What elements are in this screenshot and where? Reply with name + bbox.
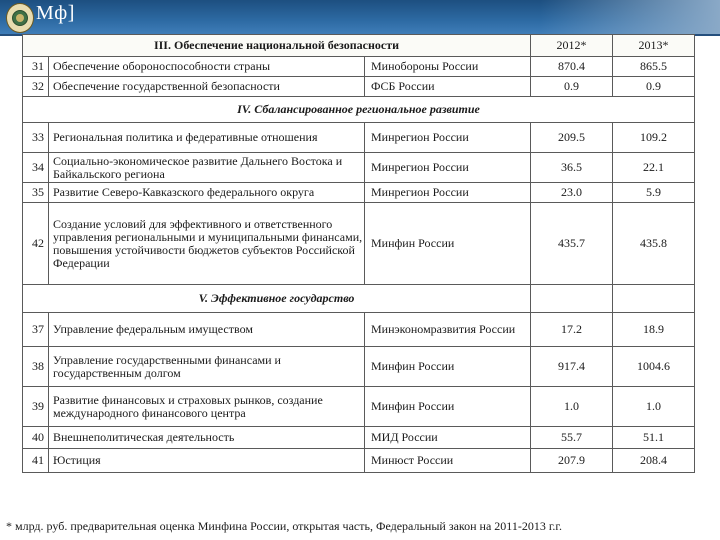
value-2012: 17.2 <box>531 313 613 347</box>
table-row <box>23 57 695 77</box>
row-number: 33 <box>23 123 49 153</box>
program-name: Развитие финансовых и страховых рынков, создание международного финансового центра <box>49 387 365 427</box>
value-2013: 435.8 <box>613 203 695 285</box>
agency-name: Минобороны России <box>365 57 531 77</box>
section-title-v: V. Эффективное государство <box>23 285 531 313</box>
program-name: Создание условий для эффективного и ответственного управления региональными и муниципальными финансами, повышения устойчивости бюджетов субъектов Российской Федерации <box>49 203 365 285</box>
value-2012: 23.0 <box>531 183 613 203</box>
row-number: 31 <box>23 57 49 77</box>
program-name: Юстиция <box>49 449 365 473</box>
value-2012: 1.0 <box>531 387 613 427</box>
table-row <box>23 153 695 183</box>
value-2012: 917.4 <box>531 347 613 387</box>
section-header-row <box>23 285 695 313</box>
value-2012: 55.7 <box>531 427 613 449</box>
program-name: Управление федеральным имуществом <box>49 313 365 347</box>
section-title-iii: III. Обеспечение национальной безопасности <box>23 35 531 57</box>
row-number: 39 <box>23 387 49 427</box>
value-2013: 865.5 <box>613 57 695 77</box>
footnote: * млрд. руб. предварительная оценка Минфина России, открытая часть, Федеральный закон на 2011-2013 г.г. <box>6 519 562 533</box>
row-number: 38 <box>23 347 49 387</box>
row-number: 37 <box>23 313 49 347</box>
row-number: 34 <box>23 153 49 183</box>
program-name: Управление государственными финансами и государственным долгом <box>49 347 365 387</box>
program-name: Внешнеполитическая деятельность <box>49 427 365 449</box>
year-2013-header: 2013* <box>613 35 695 57</box>
value-2013: 0.9 <box>613 77 695 97</box>
value-2012: 870.4 <box>531 57 613 77</box>
value-2013: 51.1 <box>613 427 695 449</box>
value-2012: 0.9 <box>531 77 613 97</box>
program-name: Обеспечение обороноспособности страны <box>49 57 365 77</box>
value-2013: 109.2 <box>613 123 695 153</box>
agency-name: Минфин России <box>365 347 531 387</box>
agency-name: ФСБ России <box>365 77 531 97</box>
value-2012: 36.5 <box>531 153 613 183</box>
agency-name: МИД России <box>365 427 531 449</box>
section-title-iv: IV. Сбалансированное региональное развитие <box>23 97 695 123</box>
table-row <box>23 347 695 387</box>
row-number: 35 <box>23 183 49 203</box>
value-2012: 209.5 <box>531 123 613 153</box>
agency-name: Минэкономразвития России <box>365 313 531 347</box>
brand-title: Мф] <box>36 2 75 24</box>
top-bar <box>0 0 720 34</box>
agency-name: Минюст России <box>365 449 531 473</box>
agency-name: Минрегион России <box>365 123 531 153</box>
table-row <box>23 77 695 97</box>
agency-name: Минрегион России <box>365 183 531 203</box>
value-2013: 22.1 <box>613 153 695 183</box>
budget-table <box>22 34 695 473</box>
program-name: Развитие Северо-Кавказского федерального округа <box>49 183 365 203</box>
table-row <box>23 313 695 347</box>
value-2013: 5.9 <box>613 183 695 203</box>
value-2013: 1004.6 <box>613 347 695 387</box>
row-number: 40 <box>23 427 49 449</box>
program-name: Социально-экономическое развитие Дальнего Востока и Байкальского региона <box>49 153 365 183</box>
value-2013: 208.4 <box>613 449 695 473</box>
empty-cell <box>531 285 613 313</box>
row-number: 42 <box>23 203 49 285</box>
row-number: 32 <box>23 77 49 97</box>
program-name: Обеспечение государственной безопасности <box>49 77 365 97</box>
table-row <box>23 449 695 473</box>
top-bar-gradient <box>540 0 720 34</box>
table-header-row <box>23 35 695 57</box>
year-2012-header: 2012* <box>531 35 613 57</box>
ministry-emblem-icon <box>6 3 34 33</box>
empty-cell <box>613 285 695 313</box>
value-2013: 18.9 <box>613 313 695 347</box>
value-2013: 1.0 <box>613 387 695 427</box>
table-row <box>23 123 695 153</box>
table-row <box>23 387 695 427</box>
agency-name: Минфин России <box>365 203 531 285</box>
agency-name: Минрегион России <box>365 153 531 183</box>
agency-name: Минфин России <box>365 387 531 427</box>
table-row <box>23 183 695 203</box>
value-2012: 435.7 <box>531 203 613 285</box>
table-row <box>23 427 695 449</box>
section-header-row <box>23 97 695 123</box>
table-row <box>23 203 695 285</box>
program-name: Региональная политика и федеративные отношения <box>49 123 365 153</box>
row-number: 41 <box>23 449 49 473</box>
value-2012: 207.9 <box>531 449 613 473</box>
